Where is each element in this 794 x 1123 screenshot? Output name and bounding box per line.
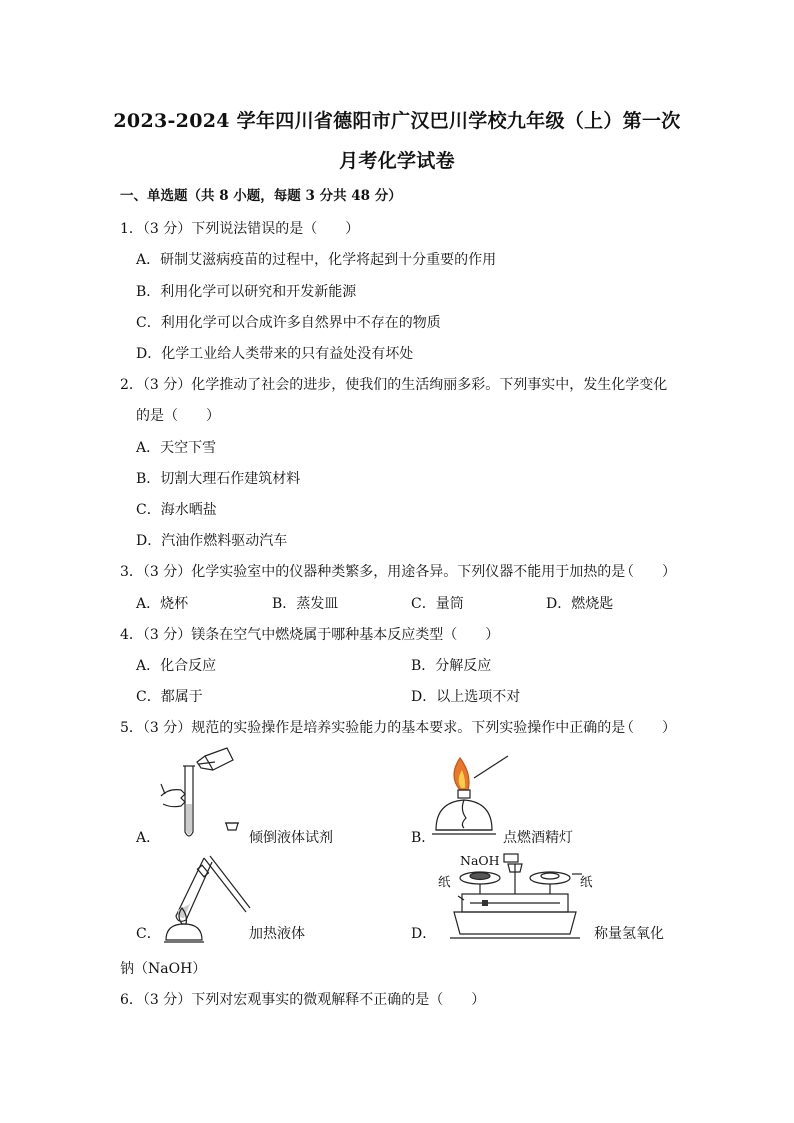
question-2-stem: 2．（3 分）化学推动了社会的进步，使我们的生活绚丽多彩。下列事实中，发生化学变化	[120, 377, 668, 393]
question-5-option-c-caption: 加热液体	[249, 926, 305, 942]
question-6-stem: 6．（3 分）下列对宏观事实的微观解释不正确的是（ ）	[120, 992, 486, 1008]
question-1-option-d: D．化学工业给人类带来的只有益处没有坏处	[136, 346, 414, 362]
question-5-option-d-caption-continued: 钠（NaOH）	[120, 961, 207, 977]
question-4-option-b: B．分解反应	[411, 658, 492, 674]
question-2-option-a: A．天空下雪	[136, 440, 217, 456]
question-5-option-d-caption: 称量氢氧化	[594, 926, 664, 942]
question-4-stem: 4．（3 分）镁条在空气中燃烧属于哪种基本反应类型（ ）	[120, 627, 500, 643]
question-4-option-c: C．都属于	[136, 689, 203, 705]
figure-label-paper-right: 纸	[580, 874, 593, 889]
question-5-stem: 5．（3 分）规范的实验操作是培养实验能力的基本要求。下列实验操作中正确的是	[120, 720, 626, 736]
figure-label-naoh: NaOH	[460, 853, 500, 868]
question-3-option-d: D．燃烧匙	[546, 596, 614, 612]
question-2-option-d: D．汽油作燃料驱动汽车	[136, 533, 288, 549]
figure-label-paper-left: 纸	[438, 874, 451, 889]
question-1-option-c: C．利用化学可以合成许多自然界中不存在的物质	[136, 315, 441, 331]
question-3-option-a: A．烧杯	[136, 596, 189, 612]
question-5-answer-paren: （ ）	[620, 720, 676, 736]
question-2-option-c: C．海水晒盐	[136, 502, 217, 518]
question-5-option-b-letter: B．	[411, 830, 436, 846]
question-4-option-d: D．以上选项不对	[411, 689, 521, 705]
question-1-stem: 1．（3 分）下列说法错误的是（ ）	[120, 221, 360, 237]
figure-bottle-stopper	[224, 820, 240, 832]
question-2-option-b: B．切割大理石作建筑材料	[136, 471, 301, 487]
question-1-option-b: B．利用化学可以研究和开发新能源	[136, 284, 357, 300]
question-3-option-b: B．蒸发皿	[272, 596, 339, 612]
question-5-option-d-letter: D．	[411, 926, 437, 942]
question-3-answer-paren: （ ）	[620, 564, 676, 580]
exam-title-line2: 月考化学试卷	[339, 150, 455, 172]
figure-lighting-alcohol-lamp	[430, 752, 510, 844]
question-5-option-b-caption: 点燃酒精灯	[503, 830, 573, 846]
question-2-stem-continued: 的是（ ）	[136, 408, 220, 424]
question-3-stem: 3．（3 分）化学实验室中的仪器种类繁多，用途各异。下列仪器不能用于加热的是	[120, 564, 626, 580]
question-5-option-a-caption: 倾倒液体试剂	[249, 830, 333, 846]
question-1-option-a: A．研制艾滋病疫苗的过程中，化学将起到十分重要的作用	[136, 252, 497, 268]
question-5-option-a-letter: A．	[136, 830, 161, 846]
question-4-option-a: A．化合反应	[136, 658, 217, 674]
question-5-option-c-letter: C．	[136, 926, 161, 942]
section-heading: 一、单选题（共 8 小题，每题 3 分共 48 分）	[120, 188, 402, 204]
question-3-option-c: C．量筒	[411, 596, 464, 612]
figure-heating-liquid	[160, 852, 252, 944]
exam-title-line1: 2023-2024 学年四川省德阳市广汉巴川学校九年级（上）第一次	[113, 110, 681, 132]
